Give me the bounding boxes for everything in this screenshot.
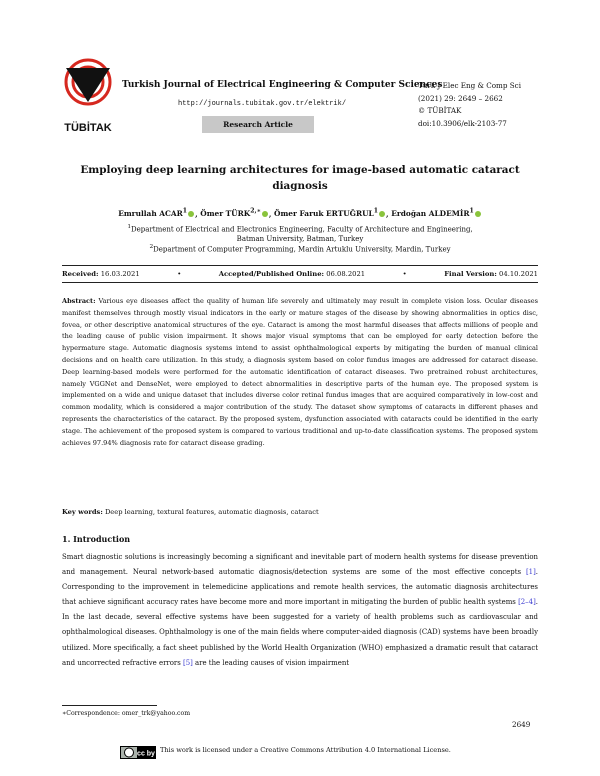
author-list: Emrullah ACAR$^1$ , Ömer $TÜRK^{2,∗}$ , Ömer Faruk ERTUĞRUL$^1$ , Erdoğan ALDEMİR$^1$ [60, 208, 540, 218]
footnote-rule [62, 705, 157, 706]
citation-block [418, 80, 521, 130]
volume-pages: (2021) 29: 2649 – 2662 [418, 93, 503, 103]
journal-url[interactable]: http://journals.tubitak.gov.tr/elektrik/ [178, 100, 347, 108]
license-text: This work is licensed under a Creative Commons Attribution 4.0 International License. [160, 746, 451, 754]
keywords: Key words: Deep learning, textural features, automatic diagnosis, cataract [62, 508, 319, 516]
section-heading: 1. Introduction [62, 534, 131, 544]
citation-link[interactable]: [2–4] [518, 598, 536, 607]
correspondence-footnote: ∗Correspondence: omer_trk@yahoo.com [62, 710, 191, 717]
orcid-icon[interactable] [188, 211, 194, 217]
author-1: Emrullah ACAR$^1$ [118, 209, 195, 218]
divider [62, 265, 538, 266]
citation-link[interactable]: [5] [182, 658, 193, 667]
orcid-icon[interactable] [379, 211, 385, 217]
affiliation-1: $^1$Department of Electrical and Electronics Engineering, Faculty of Architecture and Engineering, Batman University, Batman, Turkey [127, 224, 473, 244]
author-2: Ömer $TÜRK^{2,∗}$ [200, 209, 269, 218]
dates-row [62, 270, 538, 278]
page-number: 2649 [512, 720, 531, 729]
abstract [62, 296, 538, 449]
author-4: Erdoğan ALDEMİR$^1$ [391, 209, 482, 218]
separator: • [402, 270, 407, 278]
citation-link[interactable]: [1] [525, 568, 536, 577]
email-link[interactable]: omer_trk@yahoo.com [121, 710, 191, 717]
doi[interactable]: doi:10.3906/elk-2103-77 [418, 118, 507, 128]
author-3: Ömer Faruk ERTUĞRUL$^1$ [274, 209, 386, 218]
affiliation-2: $^2$Department of Computer Programming, Mardin Artuklu University, Mardin, Turkey [149, 244, 451, 254]
accepted-date: Accepted/Published Online: 06.08.2021 [218, 270, 366, 278]
abstract-label: Abstract: [62, 297, 96, 305]
divider [62, 282, 538, 283]
logo-wordmark: TÜBİTAK [64, 122, 112, 134]
article-type-badge: Research Article [202, 116, 314, 133]
journal-name: Turkish Journal of Electrical Engineering & Computer Sciences [122, 80, 443, 90]
orcid-icon[interactable] [475, 211, 481, 217]
orcid-icon[interactable] [262, 211, 268, 217]
journal-abbrev: Turk J Elec Eng & Comp Sci [418, 81, 521, 90]
separator: • [177, 270, 182, 278]
abstract-text: Various eye diseases affect the quality of human life severely and ultimately may result in complete vision loss. Ocular diseases manifest themselves through mostly visual indicators in the early or mature stages of the disease by showing abnormalities in optics disc, fovea, or other descriptive anatomical structures of the eye. Cataract is among the most harmful diseases that affects millions of people and the leading cause of public vision impairment. It shows major visual symptoms that can be employed for early detection before the hypermature stage. Automatic diagnosis systems intend to assist ophthalmological experts by mitigating the burden of manual clinical decisions and on health care utilization. In this study, a diagnosis system based on color fundus images are addressed for cataract disease. Deep learning-based models were performed for the automatic identification of cataract diseases. Two pretrained robust architectures, namely VGGNet and DenseNet, were employed to detect abnormalities in descriptive parts of the human eye. The proposed system is implemented on a wide and unique dataset that includes diverse color retinal fundus images that are acquired comparatively in low-cost and common modality, which is considered a major contribution of the study. The dataset show symptoms of cataracts in different phases and represents the characteristics of the cataract. By the proposed system, dysfunction associated with cataracts could be identified in the early stage. The achievement of the proposed system is compared to various traditional and up-to-date classification systems. The proposed system achieves 97.94% diagnosis rate for cataract disease grading. [62, 297, 538, 447]
received-date: Received: 16.03.2021 [62, 270, 140, 278]
paper-title: Employing deep learning architectures for image-based automatic cataract diagnosis [80, 164, 520, 192]
copyright: © TÜBİTAK [418, 106, 462, 115]
final-date: Final Version: 04.10.2021 [444, 270, 538, 278]
introduction-text: Smart diagnostic solutions is increasingly becoming a significant and inevitable part of modern health systems for disease prevention and management. Neural network-based automatic diagnosis/detection systems are some of the most effective concepts [1]. Corresponding to the improvement in telemedicine applications and remote health services, the automatic diagnosis architectures that achieve significant accuracy rates have become more and more important in mitigating the burden of public health systems [2–4]. In the last decade, several effective systems have been suggested for a variety of health problems such as cardiovascular and ophthalmological diseases. Ophthalmology is one of the main fields where computer-aided diagnosis (CAD) systems have been broadly utilized. More specifically, a fact sheet published by the World Health Organization (WHO) emphasized a dramatic result that cataract and uncorrected refractive errors [5] are the leading causes of vision impairment [62, 553, 538, 667]
cc-by-label: cc by [137, 750, 155, 758]
cc-by-badge[interactable] [120, 744, 156, 757]
tubitak-logo [62, 38, 114, 138]
